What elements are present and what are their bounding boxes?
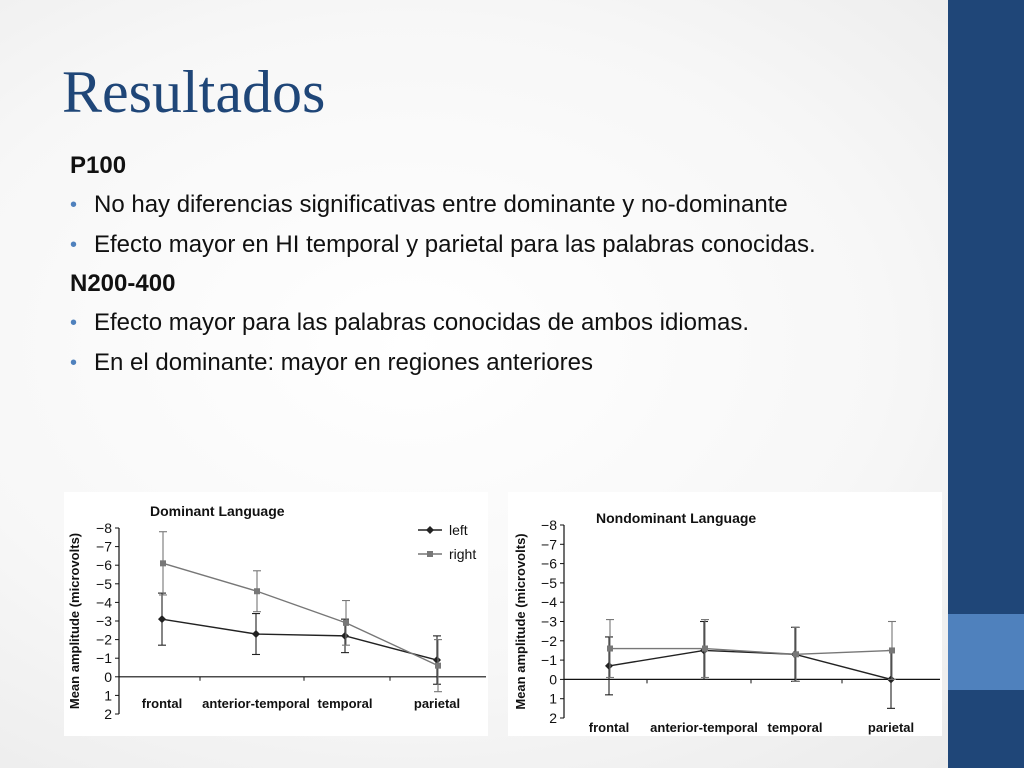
chart2-y-tick-label: 2 xyxy=(549,710,557,726)
chart1-y-tick-label: −3 xyxy=(96,613,112,629)
chart-dominant-svg xyxy=(64,492,488,736)
chart1-point-right xyxy=(160,560,166,566)
chart1-x-tick-label: temporal xyxy=(317,696,373,711)
bullet-p100-1: • No hay diferencias significativas entre dominante y no-dominante xyxy=(70,188,824,222)
chart1-x-tick-label: anterior-temporal xyxy=(202,696,310,711)
chart1-point-right xyxy=(435,663,441,669)
chart2-y-tick-label: −3 xyxy=(541,613,557,630)
chart2-y-tick-label: −6 xyxy=(541,555,557,572)
chart2-y-tick-label: −5 xyxy=(541,574,557,591)
chart1-y-tick-label: −5 xyxy=(96,575,112,592)
chart2-y-tick-label: 1 xyxy=(549,690,557,707)
chart2-y-axis-label: Mean amplitude (microvolts) xyxy=(513,533,528,710)
chart1-y-tick-label: 2 xyxy=(104,706,112,722)
chart2-point-left xyxy=(605,662,613,670)
chart1-y-tick-label: 0 xyxy=(104,668,112,685)
chart1-legend-label: left xyxy=(449,522,468,538)
sidebar-accent-square xyxy=(948,614,1024,690)
chart2-point-right xyxy=(702,646,708,652)
chart2-y-tick-label: −1 xyxy=(541,652,557,669)
bullet-p100-2: • Efecto mayor en HI temporal y parietal para las palabras conocidas. xyxy=(70,228,824,262)
chart2-x-tick-label: frontal xyxy=(588,720,630,735)
chart2-point-right xyxy=(607,646,613,652)
chart2-series-line-left xyxy=(609,650,891,679)
chart2-y-tick-label: 0 xyxy=(549,671,557,688)
chart2-y-tick-label: −8 xyxy=(541,517,557,533)
chart-nondominant-language xyxy=(508,492,942,736)
chart1-y-tick-label: −6 xyxy=(96,557,112,574)
slide-title: Resultados xyxy=(62,59,326,125)
chart-dominant-language xyxy=(64,492,488,736)
chart1-point-left xyxy=(341,632,349,640)
chart1-title: Dominant Language xyxy=(150,503,285,519)
chart1-y-axis-label: Mean amplitude (microvolts) xyxy=(67,532,82,710)
section-heading-p100: P100 xyxy=(70,152,127,179)
chart1-point-left xyxy=(158,615,166,623)
chart1-y-tick-label: −4 xyxy=(96,594,112,611)
chart1-legend-label: right xyxy=(449,546,477,562)
chart2-x-tick-label: parietal xyxy=(867,720,915,735)
chart1-x-tick-label: frontal xyxy=(141,696,183,711)
chart2-title: Nondominant Language xyxy=(596,510,757,526)
chart1-series-line-left xyxy=(162,619,437,660)
section-heading-n200-400: N200-400 xyxy=(70,270,176,297)
chart1-y-tick-label: −2 xyxy=(96,631,112,648)
bullet-n200-2: • En el dominante: mayor en regiones anteriores xyxy=(70,346,824,380)
chart1-y-tick-label: −1 xyxy=(96,650,112,667)
chart2-series-line-right xyxy=(610,649,892,655)
chart1-legend-marker xyxy=(426,526,434,534)
chart2-y-tick-label: −2 xyxy=(541,632,557,649)
chart1-y-tick-label: −7 xyxy=(96,538,112,555)
chart1-y-tick-label: −8 xyxy=(96,520,112,536)
chart2-point-right xyxy=(793,651,799,657)
chart2-y-tick-label: −7 xyxy=(541,536,557,553)
chart1-y-tick-label: 1 xyxy=(104,687,112,704)
chart1-legend-marker xyxy=(427,551,433,557)
chart2-point-right xyxy=(889,647,895,653)
chart-nondominant-svg xyxy=(508,492,942,736)
chart2-x-tick-label: temporal xyxy=(767,720,823,735)
chart1-point-left xyxy=(252,630,260,638)
bullet-n200-1: • Efecto mayor para las palabras conocidas de ambos idiomas. xyxy=(70,306,824,340)
chart1-series-line-right xyxy=(163,563,438,665)
chart2-y-tick-label: −4 xyxy=(541,594,557,611)
chart2-x-tick-label: anterior-temporal xyxy=(650,720,758,735)
slide-content xyxy=(70,150,930,386)
chart1-point-right xyxy=(254,588,260,594)
chart1-x-tick-label: parietal xyxy=(413,696,461,711)
chart1-point-right xyxy=(343,620,349,626)
